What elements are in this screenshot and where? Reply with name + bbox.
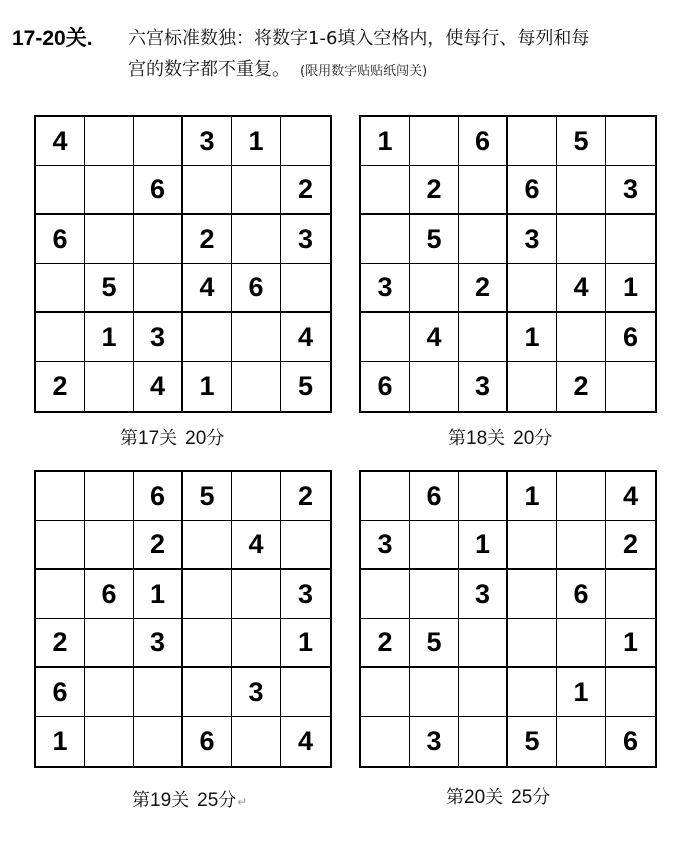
empty-cell[interactable] — [606, 570, 655, 619]
empty-cell[interactable] — [85, 166, 134, 215]
empty-cell[interactable] — [85, 668, 134, 717]
given-cell: 4 — [134, 362, 183, 411]
empty-cell[interactable] — [85, 117, 134, 166]
caption-points-unit: 分 — [534, 428, 553, 449]
caption-level-number: 20 — [464, 787, 486, 808]
given-cell: 1 — [606, 619, 655, 668]
caption-level-number: 18 — [466, 428, 488, 449]
caption-prefix: 第 — [132, 790, 150, 811]
empty-cell[interactable] — [410, 521, 459, 570]
caption-points: 20 — [513, 428, 535, 449]
caption-prefix: 第 — [120, 428, 138, 449]
empty-cell[interactable] — [36, 521, 85, 570]
empty-cell[interactable] — [183, 166, 232, 215]
empty-cell[interactable] — [232, 215, 281, 264]
given-cell: 3 — [508, 215, 557, 264]
empty-cell[interactable] — [606, 215, 655, 264]
empty-cell[interactable] — [508, 570, 557, 619]
given-cell: 3 — [361, 264, 410, 313]
given-cell: 6 — [459, 117, 508, 166]
empty-cell[interactable] — [361, 313, 410, 362]
given-cell: 4 — [183, 264, 232, 313]
empty-cell[interactable] — [232, 472, 281, 521]
empty-cell[interactable] — [508, 117, 557, 166]
empty-cell[interactable] — [361, 570, 410, 619]
empty-cell[interactable] — [459, 717, 508, 766]
empty-cell[interactable] — [361, 166, 410, 215]
empty-cell[interactable] — [508, 264, 557, 313]
caption-level-number: 17 — [138, 428, 160, 449]
empty-cell[interactable] — [85, 472, 134, 521]
empty-cell[interactable] — [557, 717, 606, 766]
empty-cell[interactable] — [232, 362, 281, 411]
empty-cell[interactable] — [232, 313, 281, 362]
level-caption — [446, 783, 551, 809]
instruction-line-2 — [128, 55, 427, 81]
empty-cell[interactable] — [606, 668, 655, 717]
empty-cell[interactable] — [85, 521, 134, 570]
instruction-line-1: 六宫标准数独：将数字1-6填入空格内，使每行、每列和每 — [128, 28, 590, 49]
empty-cell[interactable] — [557, 472, 606, 521]
given-cell: 3 — [183, 117, 232, 166]
given-cell: 6 — [361, 362, 410, 411]
caption-prefix: 第 — [448, 428, 466, 449]
empty-cell[interactable] — [508, 521, 557, 570]
caption-level-word: 关 — [171, 790, 190, 811]
sudoku-grid — [34, 115, 332, 413]
empty-cell[interactable] — [459, 166, 508, 215]
caption-level-number: 19 — [150, 790, 172, 811]
caption-points: 25 — [197, 790, 219, 811]
given-cell: 6 — [232, 264, 281, 313]
given-cell: 5 — [508, 717, 557, 766]
empty-cell[interactable] — [410, 668, 459, 717]
caption-points-unit: 分 — [206, 428, 225, 449]
given-cell: 1 — [134, 570, 183, 619]
sudoku-grid — [359, 115, 657, 413]
instruction-text: 宫的数字都不重复。 — [128, 59, 290, 80]
given-cell: 3 — [459, 362, 508, 411]
empty-cell[interactable] — [557, 521, 606, 570]
empty-cell[interactable] — [361, 472, 410, 521]
given-cell: 3 — [134, 619, 183, 668]
empty-cell[interactable] — [459, 313, 508, 362]
empty-cell[interactable] — [134, 117, 183, 166]
given-cell: 5 — [410, 215, 459, 264]
given-cell: 6 — [36, 215, 85, 264]
given-cell: 5 — [410, 619, 459, 668]
given-cell: 6 — [134, 166, 183, 215]
sudoku-grid — [34, 470, 332, 768]
given-cell: 5 — [297, 371, 314, 401]
sudoku-grid — [359, 470, 657, 768]
empty-cell[interactable] — [459, 619, 508, 668]
given-cell: 1 — [557, 668, 606, 717]
empty-cell[interactable] — [85, 717, 134, 766]
page-header — [0, 0, 689, 100]
empty-cell[interactable] — [36, 313, 85, 362]
empty-cell[interactable] — [281, 117, 330, 166]
empty-cell[interactable] — [134, 717, 183, 766]
given-cell: 6 — [36, 668, 85, 717]
given-cell: 2 — [134, 521, 183, 570]
empty-cell[interactable] — [183, 313, 232, 362]
paragraph-mark-icon: ↵ — [237, 795, 248, 809]
empty-cell[interactable] — [557, 166, 606, 215]
given-cell: 6 — [134, 472, 183, 521]
empty-cell[interactable] — [557, 313, 606, 362]
empty-cell[interactable] — [183, 521, 232, 570]
empty-cell[interactable] — [557, 619, 606, 668]
caption-points-unit: 分 — [532, 787, 551, 808]
given-cell: 3 — [281, 215, 330, 264]
level-caption — [120, 424, 225, 450]
given-cell: 6 — [557, 570, 606, 619]
empty-cell[interactable] — [36, 166, 85, 215]
empty-cell[interactable] — [281, 264, 330, 313]
given-cell: 2 — [183, 215, 232, 264]
given-cell: 6 — [622, 726, 639, 756]
given-cell: 3 — [281, 570, 330, 619]
given-cell: 1 — [606, 264, 655, 313]
given-cell: 4 — [410, 313, 459, 362]
empty-cell[interactable] — [85, 362, 134, 411]
empty-cell[interactable] — [508, 668, 557, 717]
caption-points-unit: 分 — [218, 790, 237, 811]
empty-cell[interactable] — [232, 717, 281, 766]
given-cell: 6 — [183, 717, 232, 766]
empty-cell[interactable] — [606, 117, 655, 166]
level-range-label: 17-20关. — [12, 27, 93, 50]
given-cell: 3 — [606, 166, 655, 215]
given-cell: 5 — [557, 117, 606, 166]
empty-cell[interactable] — [459, 472, 508, 521]
empty-cell[interactable] — [183, 570, 232, 619]
given-cell: 6 — [606, 313, 655, 362]
given-cell: 1 — [361, 117, 410, 166]
empty-cell[interactable] — [361, 717, 410, 766]
given-cell: 2 — [36, 362, 85, 411]
empty-cell[interactable] — [232, 166, 281, 215]
given-cell: 1 — [281, 619, 330, 668]
empty-cell[interactable] — [134, 264, 183, 313]
given-cell: 4 — [557, 264, 606, 313]
empty-cell[interactable] — [459, 668, 508, 717]
empty-cell[interactable] — [508, 619, 557, 668]
given-cell: 4 — [36, 117, 85, 166]
empty-cell[interactable] — [85, 215, 134, 264]
empty-cell[interactable] — [410, 362, 459, 411]
given-cell: 2 — [410, 166, 459, 215]
empty-cell[interactable] — [134, 215, 183, 264]
given-cell: 3 — [459, 570, 508, 619]
empty-cell[interactable] — [557, 215, 606, 264]
given-cell: 6 — [85, 570, 134, 619]
level-caption — [448, 424, 553, 450]
caption-prefix: 第 — [446, 787, 464, 808]
empty-cell[interactable] — [36, 472, 85, 521]
given-cell: 4 — [297, 726, 314, 756]
given-cell: 2 — [281, 166, 330, 215]
given-cell: 6 — [508, 166, 557, 215]
empty-cell[interactable] — [410, 570, 459, 619]
given-cell: 2 — [459, 264, 508, 313]
given-cell: 5 — [183, 472, 232, 521]
given-cell: 1 — [36, 717, 85, 766]
given-cell: 2 — [36, 619, 85, 668]
empty-cell[interactable] — [232, 619, 281, 668]
given-cell: 2 — [361, 619, 410, 668]
empty-cell[interactable] — [281, 521, 330, 570]
empty-cell[interactable] — [508, 362, 557, 411]
empty-cell[interactable] — [361, 668, 410, 717]
given-cell: 1 — [85, 313, 134, 362]
empty-cell[interactable] — [361, 215, 410, 264]
given-cell: 1 — [232, 117, 281, 166]
given-cell: 4 — [232, 521, 281, 570]
caption-level-word: 关 — [485, 787, 504, 808]
given-cell: 1 — [508, 472, 557, 521]
given-cell: 1 — [459, 521, 508, 570]
empty-cell[interactable] — [183, 619, 232, 668]
instruction-note: (限用数字贴贴纸闯关) — [300, 64, 428, 79]
given-cell: 5 — [85, 264, 134, 313]
empty-cell[interactable] — [232, 570, 281, 619]
caption-points: 25 — [511, 787, 533, 808]
empty-cell[interactable] — [410, 264, 459, 313]
given-cell: 3 — [410, 717, 459, 766]
given-cell: 3 — [134, 313, 183, 362]
empty-cell[interactable] — [134, 668, 183, 717]
empty-cell[interactable] — [183, 668, 232, 717]
empty-cell[interactable] — [85, 619, 134, 668]
given-cell: 4 — [606, 472, 655, 521]
caption-points: 20 — [185, 428, 207, 449]
empty-cell[interactable] — [36, 264, 85, 313]
given-cell: 2 — [606, 521, 655, 570]
given-cell: 4 — [281, 313, 330, 362]
empty-cell[interactable] — [606, 362, 655, 411]
empty-cell[interactable] — [36, 570, 85, 619]
empty-cell[interactable] — [281, 668, 330, 717]
given-cell: 1 — [508, 313, 557, 362]
given-cell: 3 — [232, 668, 281, 717]
given-cell: 3 — [361, 521, 410, 570]
caption-level-word: 关 — [487, 428, 506, 449]
empty-cell[interactable] — [459, 215, 508, 264]
given-cell: 6 — [410, 472, 459, 521]
empty-cell[interactable] — [410, 117, 459, 166]
given-cell: 2 — [281, 472, 330, 521]
level-caption — [132, 786, 247, 812]
given-cell: 2 — [557, 362, 606, 411]
caption-level-word: 关 — [159, 428, 178, 449]
given-cell: 1 — [183, 362, 232, 411]
